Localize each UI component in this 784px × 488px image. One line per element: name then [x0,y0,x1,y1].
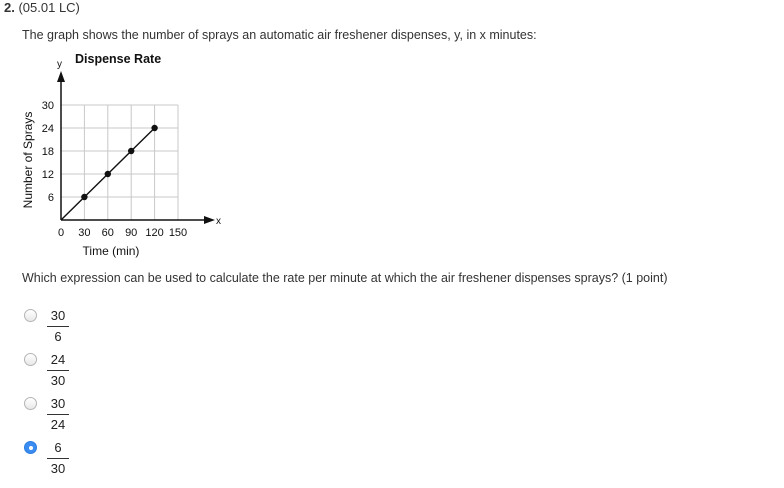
radio-button[interactable] [24,353,37,366]
y-tick-label: 12 [41,169,54,181]
x-axis-letter: x [216,216,221,227]
data-point [81,194,87,200]
x-tick-label: 90 [125,227,138,239]
question-code: (05.01 LC) [18,0,80,15]
x-axis-arrow [204,216,215,224]
y-axis-arrow [57,71,65,82]
data-point [105,171,111,177]
fraction-bar [47,326,69,327]
answer-choice-c[interactable] [24,397,144,437]
denominator: 30 [50,461,66,476]
y-axis-label: Number of Sprays [21,111,35,209]
denominator: 24 [50,417,66,432]
answer-choice-b[interactable] [24,353,144,393]
question-header [4,0,80,15]
question-ask: Which expression can be used to calculate the rate per minute at which the air freshener dispenses sprays? (1 point) [22,271,668,285]
y-tick-label: 30 [41,100,54,112]
chart-title: Dispense Rate [75,52,162,66]
y-tick-label: 18 [41,146,54,158]
x-axis-label: Time (min) [82,244,140,258]
fraction-bar [47,414,69,415]
fraction-bar [47,370,69,371]
question-prompt: The graph shows the number of sprays an automatic air freshener dispenses, y, in x minutes: [22,28,537,42]
data-point [151,125,157,131]
data-point [128,148,134,154]
fraction [47,396,69,433]
numerator: 24 [50,352,66,367]
x-tick-label: 0 [57,227,65,239]
numerator: 30 [50,308,66,323]
numerator: 30 [50,396,66,411]
fraction-bar [47,458,69,459]
numerator: 6 [54,440,62,455]
fraction [47,440,69,477]
fraction [47,308,69,345]
chart-series [61,125,158,220]
denominator: 30 [50,373,66,388]
radio-button-selected[interactable] [24,441,37,454]
denominator: 6 [54,329,62,344]
answer-choice-a[interactable] [24,309,144,349]
x-tick-label: 30 [78,227,91,239]
y-tick-label: 24 [41,123,54,135]
y-axis-letter: y [57,59,62,70]
x-tick-label: 120 [145,227,164,239]
y-tick-label: 6 [47,192,54,204]
radio-button[interactable] [24,309,37,322]
question-number: 2. [4,0,15,15]
radio-button[interactable] [24,397,37,410]
answer-choice-d[interactable] [24,441,144,481]
dispense-rate-chart [18,48,238,263]
fraction [47,352,69,389]
x-tick-label: 150 [168,227,188,239]
x-tick-label: 60 [101,227,114,239]
